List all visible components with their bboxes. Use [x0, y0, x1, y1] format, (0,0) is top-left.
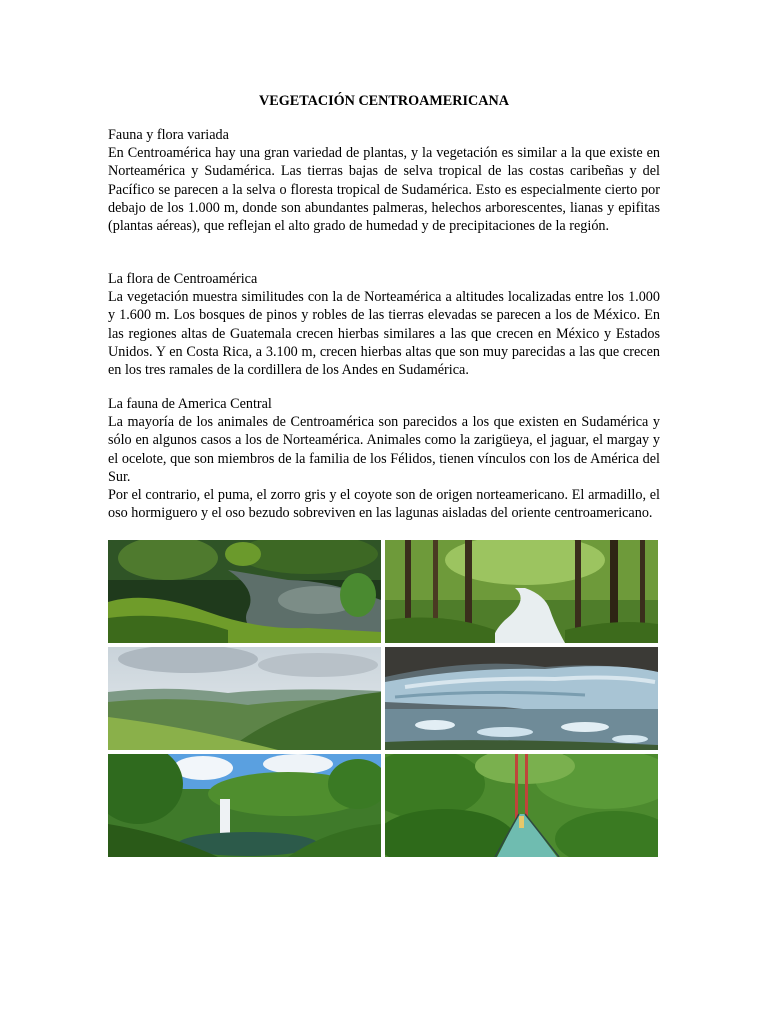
photo-mossy-stream — [108, 540, 381, 643]
section-paragraph: En Centroamérica hay una gran variedad de plantas, y la vegetación es similar a la que existe en Norteamérica y Sudamérica. Las tierras bajas de selva tropical de las costas caribeñas y del Pacífico se parecen a la selva o floresta tropical de Sudamérica. Esto es especialmente cierto por debajo de los 1.000 m, donde son abundantes palmeras, helechos arborescentes, lianas y epifitas (plantas aéreas), que reflejan el alto grado de humedad y de precipitaciones de la región. — [108, 145, 660, 235]
section-heading: La fauna de America Central — [108, 396, 272, 412]
section-paragraph: Por el contrario, el puma, el zorro gris y el coyote son de origen norteamericano. El armadillo, el oso hormiguero y el oso bezudo sobreviven en las lagunas aisladas del oriente centroamericano. — [108, 487, 660, 522]
section-flora — [108, 270, 660, 379]
photo-forest-stream — [385, 540, 658, 643]
section-paragraph: La mayoría de los animales de Centroamérica son parecidos a los que existen en Sudamérica y sólo en algunos casos a los de Norteamérica. Animales como la zarigüeya, el jaguar, el margay y el ocelote, que son miembros de la familia de los Félidos, tienen vínculos con los de América del Sur. — [108, 414, 660, 485]
document-title: VEGETACIÓN CENTROAMERICANA — [258, 93, 509, 109]
section-fauna-flora — [108, 126, 660, 235]
photo-green-hills — [108, 647, 381, 750]
section-heading: Fauna y flora variada — [108, 127, 229, 143]
photo-glacier — [385, 647, 658, 750]
photo-waterfall — [108, 754, 381, 857]
section-paragraph: La vegetación muestra similitudes con la de Norteamérica a altitudes localizadas entre los 1.000 y 1.600 m. Los bosques de pinos y robles de las tierras elevadas se parecen a los de México. En las regiones altas de Guatemala crecen hierbas similares a las que crecen en México y Estados Unidos. Y en Costa Rica, a 3.100 m, crecen hierbas altas que son muy parecidas a las que crecen en los tres ramales de la cordillera de los Andes en Sudamérica. — [108, 289, 660, 379]
section-fauna — [108, 395, 660, 522]
photo-gallery — [108, 540, 658, 858]
photo-hanging-bridge — [385, 754, 658, 857]
section-heading: La flora de Centroamérica — [108, 271, 258, 287]
